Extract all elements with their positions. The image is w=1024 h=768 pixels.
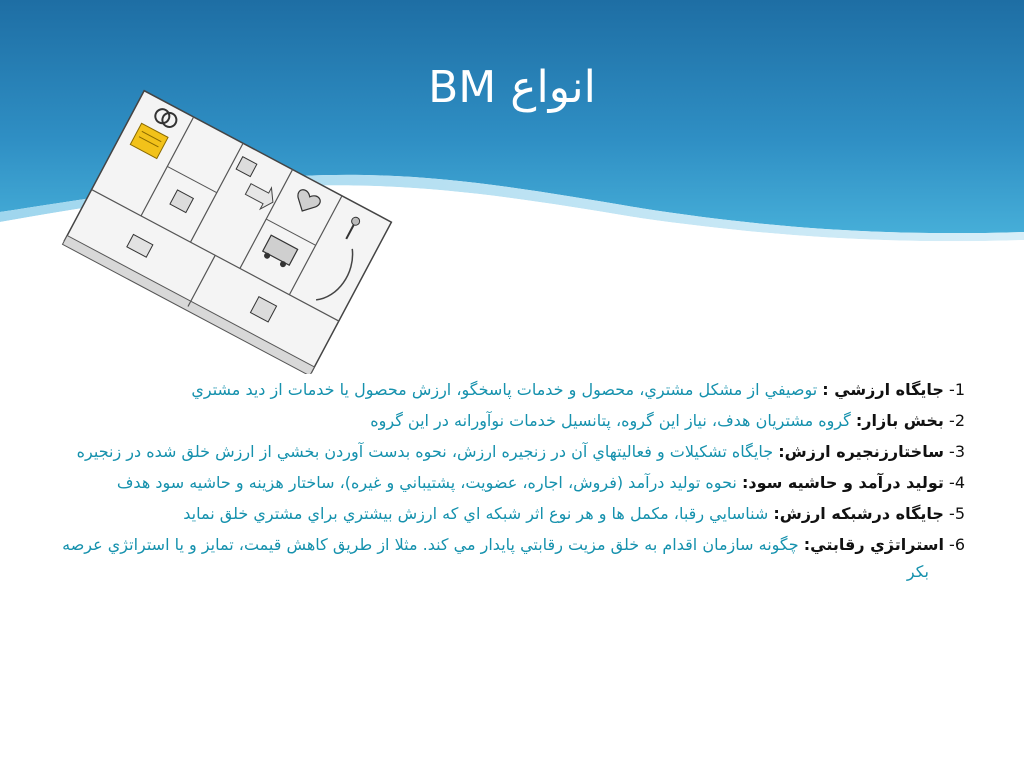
item-label: جايگاه ارزشي :: [822, 380, 944, 399]
item-label: بخش بازار:: [855, 411, 944, 430]
item-label: جايگاه درشبكه ارزش:: [773, 504, 944, 523]
item-description: شناسايي رقبا، مكمل ها و هر نوع اثر شبكه اي كه ارزش بيشتري براي مشتري خلق نمايد: [183, 504, 769, 523]
item-label: توليد درآمد و حاشيه سود:: [741, 473, 944, 492]
item-number: 3-: [949, 442, 965, 461]
slide-title: انواع BM: [428, 62, 596, 113]
list-item-4: [50, 469, 965, 496]
item-description: گروه مشتريان هدف، نياز اين گروه، پتانسيل خدمات نوآورانه در اين گروه: [370, 411, 851, 430]
item-number: 6-: [949, 535, 965, 554]
list-item-3: [50, 438, 965, 465]
list-item-5: [50, 500, 965, 527]
item-description: جايگاه تشكيلات و فعاليتهاي آن در زنجيره ارزش، نحوه بدست آوردن بخشي از ارزش خلق شده در زنجيره: [76, 442, 774, 461]
bm-types-list: [50, 376, 965, 589]
item-description: چگونه سازمان اقدام به خلق مزيت رقابتي پايدار مي كند. مثلا از طريق كاهش قيمت، تمايز و يا استراتژي عرصه بكر: [62, 535, 929, 581]
list-item-1: [50, 376, 965, 403]
item-label: ساختارزنجيره ارزش:: [778, 442, 944, 461]
item-number: 1-: [949, 380, 965, 399]
item-label: استراتژي رقابتي:: [803, 535, 944, 554]
item-number: 2-: [949, 411, 965, 430]
item-description: نحوه توليد درآمد (فروش، اجاره، عضويت، پشتيباني و غيره)، ساختار هزينه و حاشيه سود هدف: [116, 473, 737, 492]
item-description: توصيفي از مشكل مشتري، محصول و خدمات پاسخگو، ارزش محصول يا خدمات از ديد مشتري: [191, 380, 818, 399]
list-item-6: [50, 531, 965, 585]
item-number: 4-: [949, 473, 965, 492]
item-number: 5-: [949, 504, 965, 523]
list-item-2: [50, 407, 965, 434]
business-model-canvas-illustration: [46, 88, 408, 374]
